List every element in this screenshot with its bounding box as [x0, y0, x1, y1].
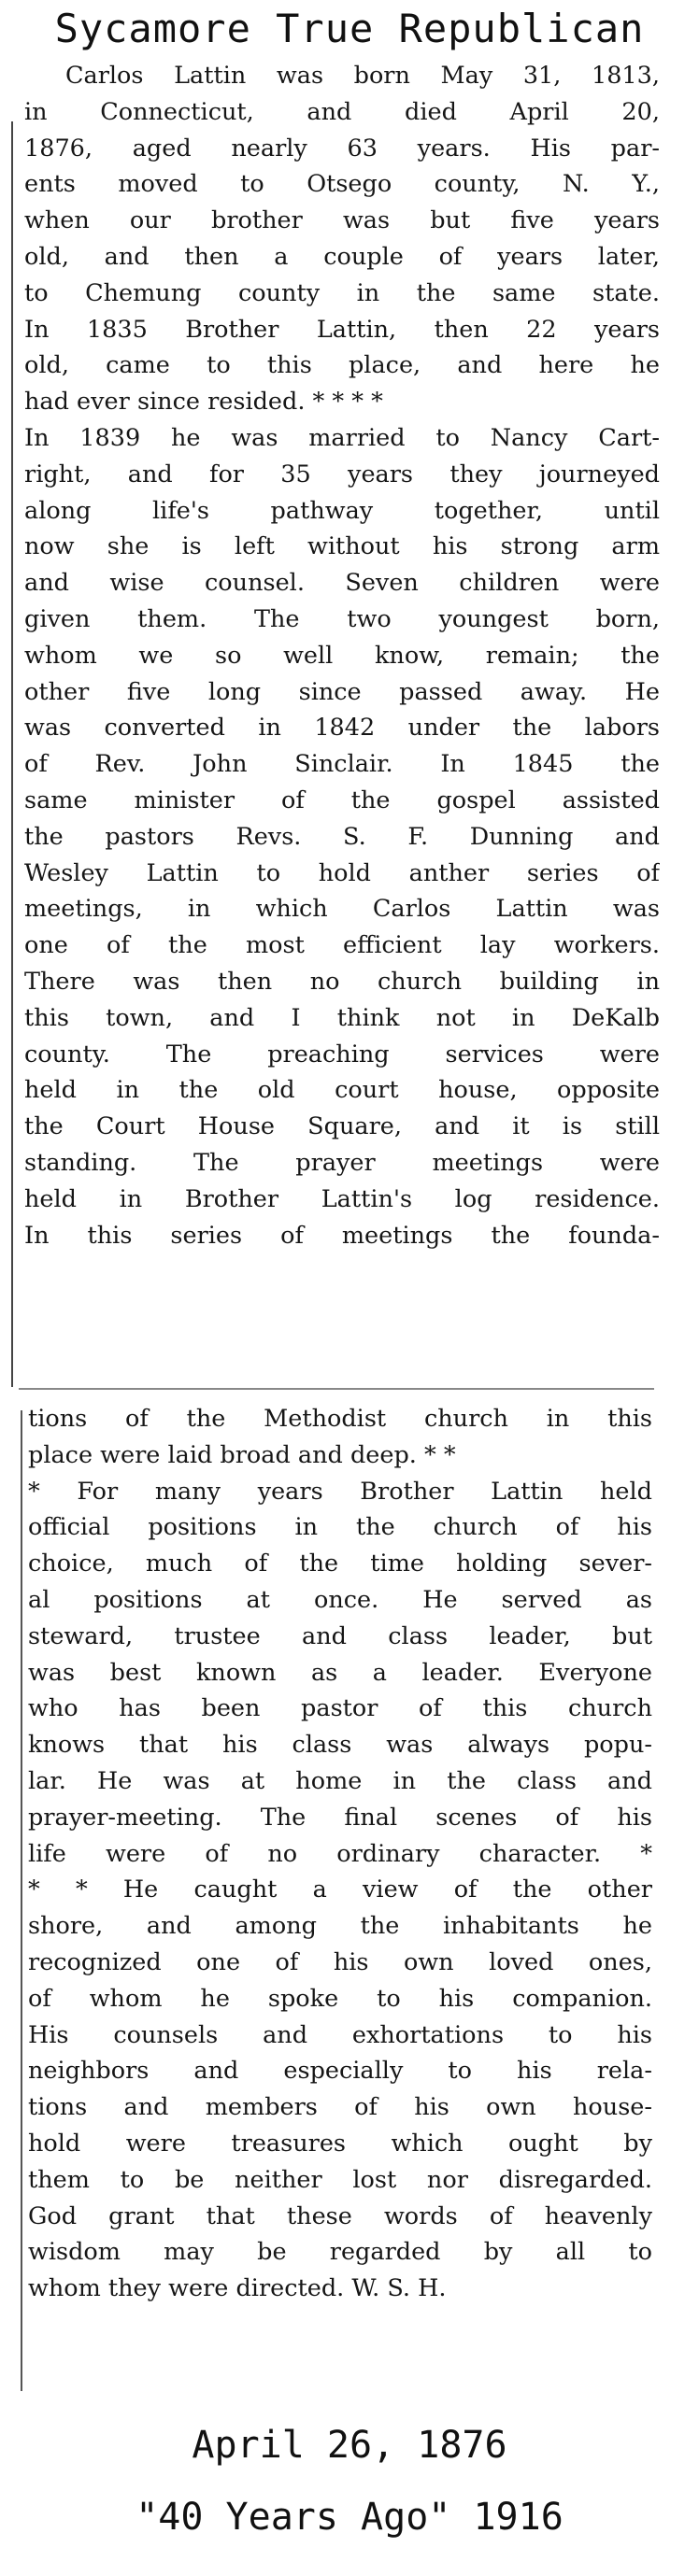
- clipping-edge-left-lower: [21, 1410, 22, 2391]
- article-line: old, and then a couple of years later,: [24, 242, 660, 271]
- article-line: whom we so well know, remain; the: [24, 641, 660, 670]
- obituary-article-continued: [28, 1401, 652, 2307]
- article-line: choice, much of the time holding sever-: [28, 1550, 652, 1578]
- clipping-edge-left: [11, 121, 13, 1387]
- article-line: God grant that these words of heavenly: [28, 2201, 652, 2230]
- article-line: Wesley Lattin to hold anther series of: [24, 858, 660, 887]
- newspaper-masthead: Sycamore True Republican: [54, 6, 645, 51]
- article-line: right, and for 35 years they journeyed: [24, 460, 660, 488]
- article-part-2: [28, 1401, 652, 2307]
- article-line: was converted in 1842 under the labors: [24, 714, 660, 743]
- article-line: and wise counsel. Seven children were: [24, 569, 660, 598]
- article-line: them to be neither lost nor disregarded.: [28, 2165, 652, 2194]
- column-note: "40 Years Ago" 1916: [136, 2496, 563, 2539]
- publication-date: April 26, 1876: [192, 2424, 507, 2467]
- article-line: to Chemung county in the same state.: [24, 278, 660, 307]
- article-line: in Connecticut, and died April 20,: [24, 97, 660, 126]
- article-line: whom they were directed. W. S. H.: [28, 2274, 447, 2303]
- article-line: official positions in the church of his: [28, 1513, 652, 1542]
- article-line: Carlos Lattin was born May 31, 1813,: [65, 62, 660, 90]
- article-line: old, came to this place, and here he: [24, 351, 660, 380]
- article-line: one of the most efficient lay workers.: [24, 931, 660, 960]
- article-line: wisdom may be regarded by all to: [28, 2238, 652, 2267]
- article-line: the pastors Revs. S. F. Dunning and: [24, 822, 660, 851]
- article-line: * For many years Brother Lattin held: [28, 1477, 652, 1506]
- article-line: held in Brother Lattin's log residence.: [24, 1184, 660, 1213]
- article-line: had ever since resided. * * * *: [24, 388, 383, 417]
- article-line: steward, trustee and class leader, but: [28, 1621, 652, 1650]
- article-line: standing. The prayer meetings were: [24, 1148, 660, 1177]
- article-line: the Court House Square, and it is still: [24, 1112, 660, 1141]
- article-line: place were laid broad and deep. * *: [28, 1440, 456, 1469]
- article-line: shore, and among the inhabitants he: [28, 1912, 652, 1941]
- article-line: this town, and I think not in DeKalb: [24, 1003, 660, 1032]
- article-line: tions of the Methodist church in this: [28, 1405, 652, 1433]
- article-line: meetings, in which Carlos Lattin was: [24, 895, 660, 924]
- article-line: same minister of the gospel assisted: [24, 786, 660, 814]
- article-line: when our brother was but five years: [24, 206, 660, 235]
- article-line: His counsels and exhortations to his: [28, 2020, 652, 2049]
- article-line: now she is left without his strong arm: [24, 532, 660, 561]
- article-line: In 1839 he was married to Nancy Cart-: [24, 423, 660, 452]
- article-line: In 1835 Brother Lattin, then 22 years: [24, 315, 660, 344]
- article-line: ents moved to Otsego county, N. Y.,: [24, 170, 660, 199]
- article-line: 1876, aged nearly 63 years. His par-: [24, 134, 660, 163]
- article-line: prayer-meeting. The final scenes of his: [28, 1803, 652, 1832]
- article-line: neighbors and especially to his rela-: [28, 2057, 652, 2086]
- obituary-article: [24, 58, 660, 1253]
- article-line: was best known as a leader. Everyone: [28, 1658, 652, 1687]
- article-line: recognized one of his own loved ones,: [28, 1947, 652, 1976]
- article-line: county. The preaching services were: [24, 1040, 660, 1069]
- article-line: given them. The two youngest born,: [24, 604, 660, 633]
- article-line: There was then no church building in: [24, 967, 660, 996]
- article-line: of whom he spoke to his companion.: [28, 1984, 652, 2013]
- article-line: held in the old court house, opposite: [24, 1076, 660, 1105]
- article-line: life were of no ordinary character. *: [28, 1839, 652, 1868]
- article-line: al positions at once. He served as: [28, 1585, 652, 1614]
- article-line: tions and members of his own house-: [28, 2093, 652, 2122]
- article-line: hold were treasures which ought by: [28, 2129, 652, 2158]
- article-line: In this series of meetings the founda-: [24, 1221, 660, 1250]
- article-part-1: [24, 58, 660, 1253]
- article-line: who has been pastor of this church: [28, 1694, 652, 1723]
- article-line: other five long since passed away. He: [24, 677, 660, 706]
- article-line: * * He caught a view of the other: [28, 1875, 652, 1904]
- article-line: lar. He was at home in the class and: [28, 1766, 652, 1795]
- article-line: knows that his class was always popu-: [28, 1731, 652, 1760]
- clipping-column-break: [19, 1388, 654, 1390]
- article-line: of Rev. John Sinclair. In 1845 the: [24, 750, 660, 779]
- article-line: along life's pathway together, until: [24, 496, 660, 525]
